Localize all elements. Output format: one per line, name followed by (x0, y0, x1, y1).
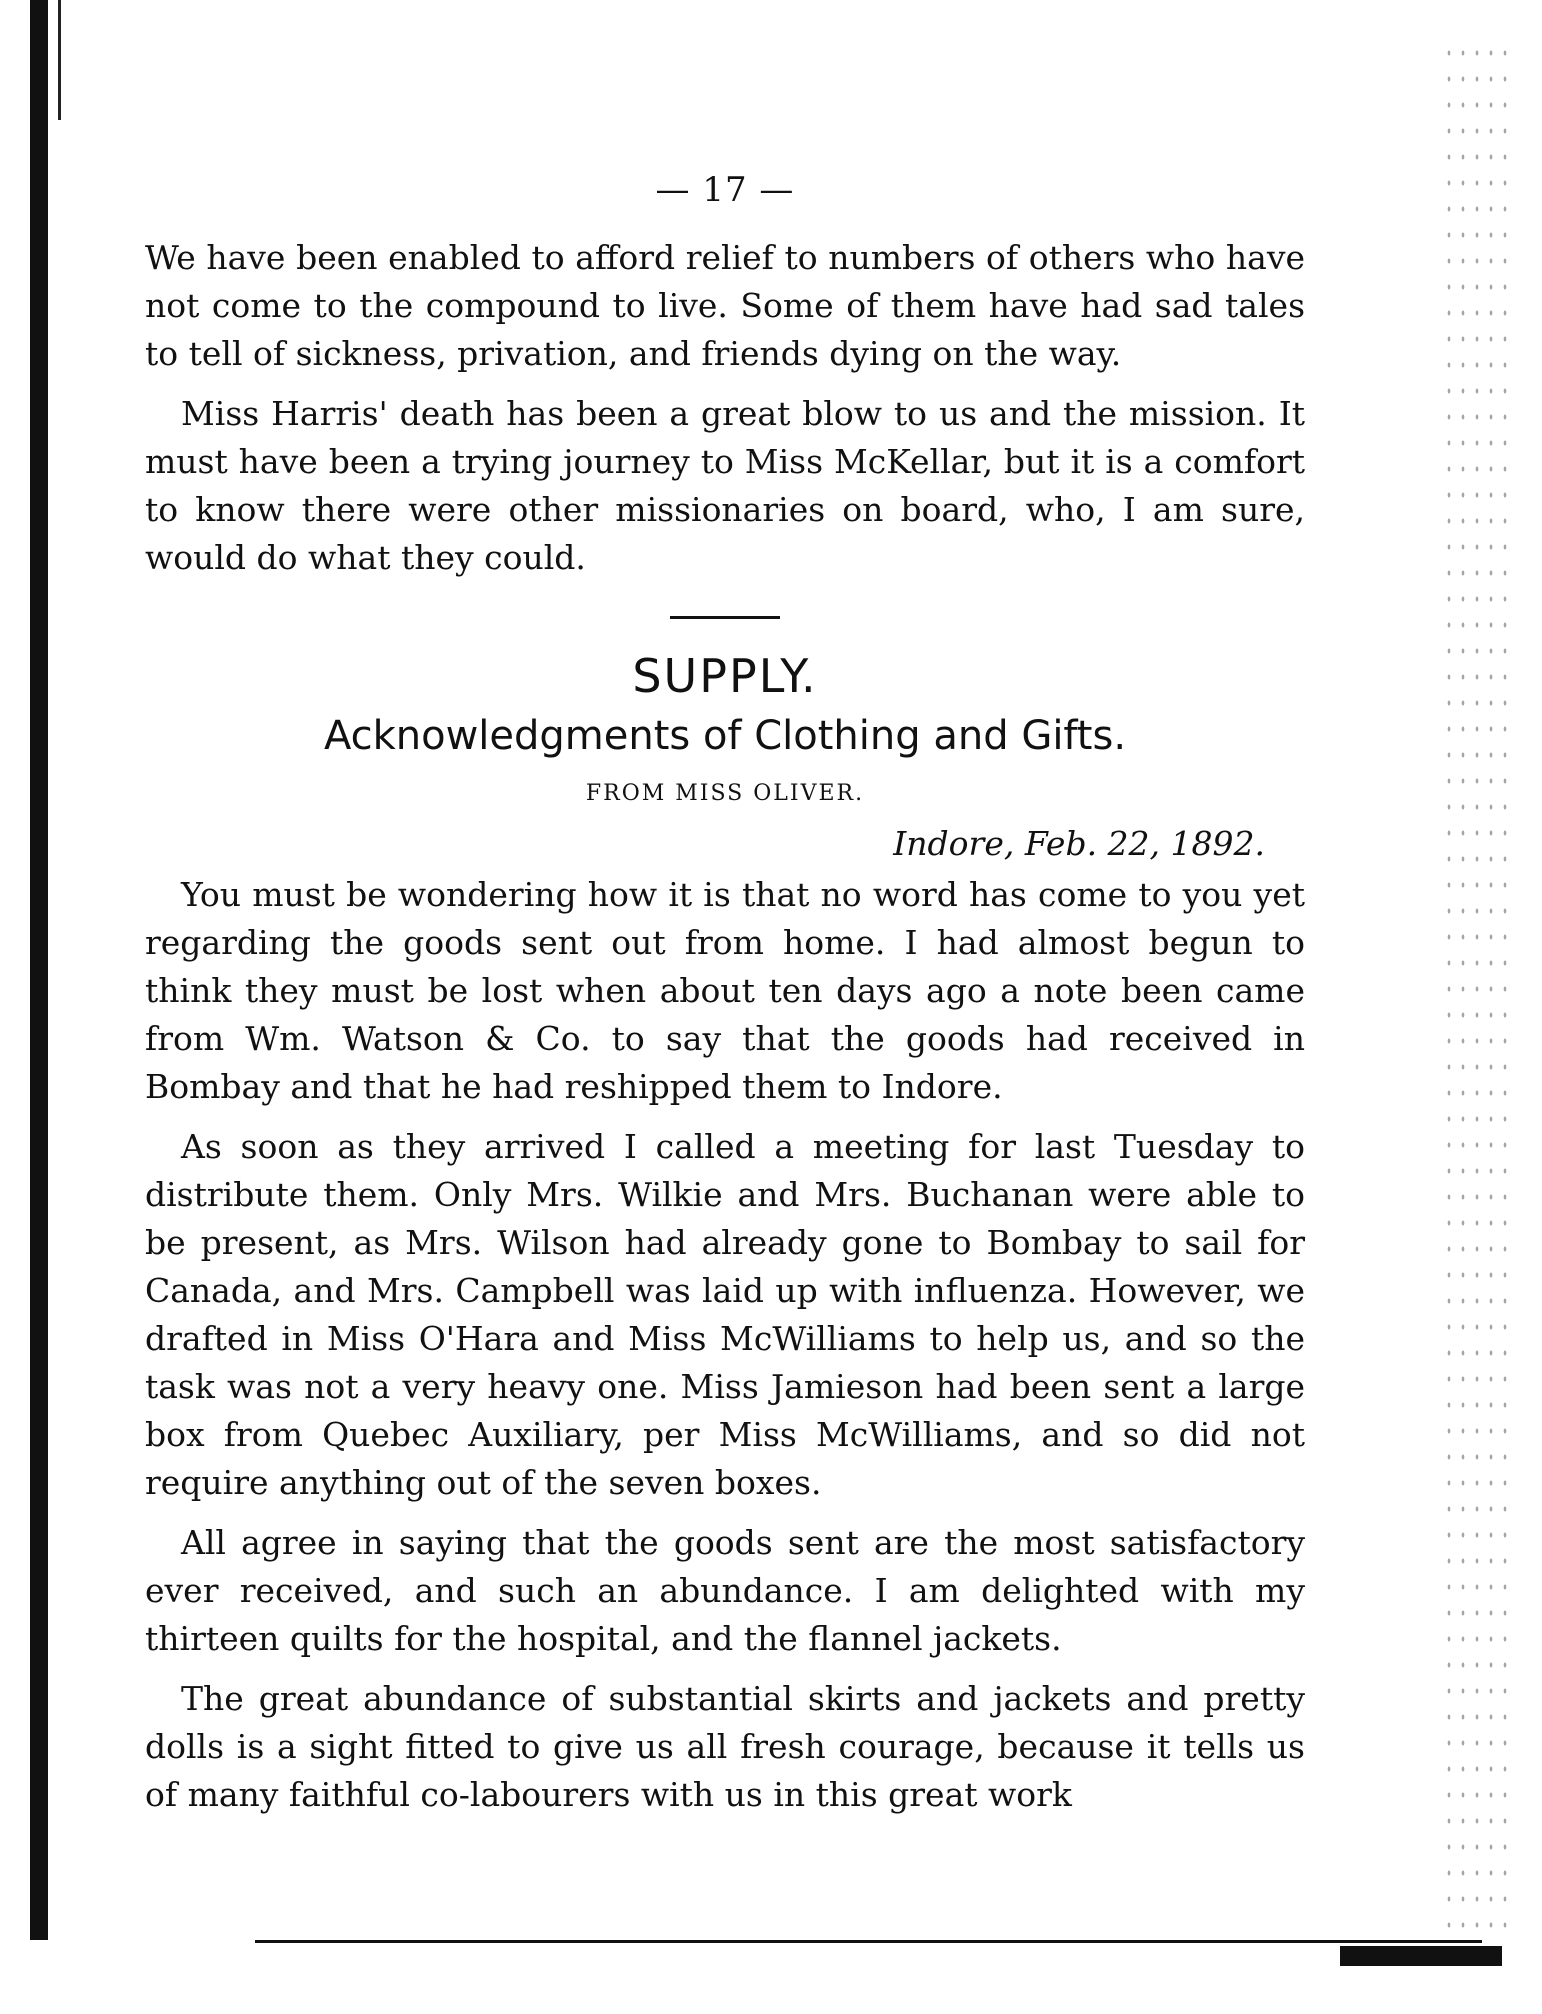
footer-rule-smudge (1340, 1946, 1502, 1966)
document-page (145, 170, 1305, 1831)
scan-right-speckle (1442, 40, 1512, 1940)
intro-paragraph-2: Miss Harris' death has been a great blow to us and the mission. It must have been a trying journey to Miss McKellar, but it is a comfort to know there were other missionaries on board, who, I am sure, would do what they could. (145, 394, 1305, 577)
scan-left-edge (30, 0, 48, 1940)
scan-left-edge-mark (58, 0, 61, 120)
letter-byline: FROM MISS OLIVER. (585, 781, 865, 806)
section-divider (670, 616, 780, 619)
letter-paragraph-4: The great abundance of substantial skirts and jackets and pretty dolls is a sight fitted to give us all fresh courage, because it tells us of many faithful co-labourers with us in this great work (145, 1679, 1305, 1814)
section-subtitle: Acknowledgments of Clothing and Gifts. (323, 713, 1127, 759)
intro-paragraph-1: We have been enabled to afford relief to numbers of others who have not come to the compound to live. Some of them have had sad tales to tell of sickness, privation, and friends dying on the way. (145, 238, 1305, 373)
section-title: SUPPLY. (632, 649, 818, 703)
letter-dateline: Indore, Feb. 22, 1892. (893, 824, 1265, 863)
page-number: — 17 — (655, 170, 795, 210)
letter-paragraph-3: All agree in saying that the goods sent are the most satisfactory ever received, and such an abundance. I am delighted with my thirteen quilts for the hospital, and the flannel jackets. (145, 1523, 1305, 1658)
letter-paragraph-2: As soon as they arrived I called a meeting for last Tuesday to distribute them. Only Mrs. Wilkie and Mrs. Buchanan were able to be present, as Mrs. Wilson had already gone to Bombay to sail for Canada, and Mrs. Campbell was laid up with influenza. However, we drafted in Miss O'Hara and Miss McWilliams to help us, and so the task was not a very heavy one. Miss Jamieson had been sent a large box from Quebec Auxiliary, per Miss McWilliams, and so did not require anything out of the seven boxes. (145, 1127, 1305, 1502)
footer-rule (255, 1940, 1482, 1943)
letter-paragraph-1: You must be wondering how it is that no word has come to you yet regarding the goods sent out from home. I had almost begun to think they must be lost when about ten days ago a note been came from Wm. Watson & Co. to say that the goods had received in Bombay and that he had reshipped them to Indore. (145, 875, 1305, 1106)
